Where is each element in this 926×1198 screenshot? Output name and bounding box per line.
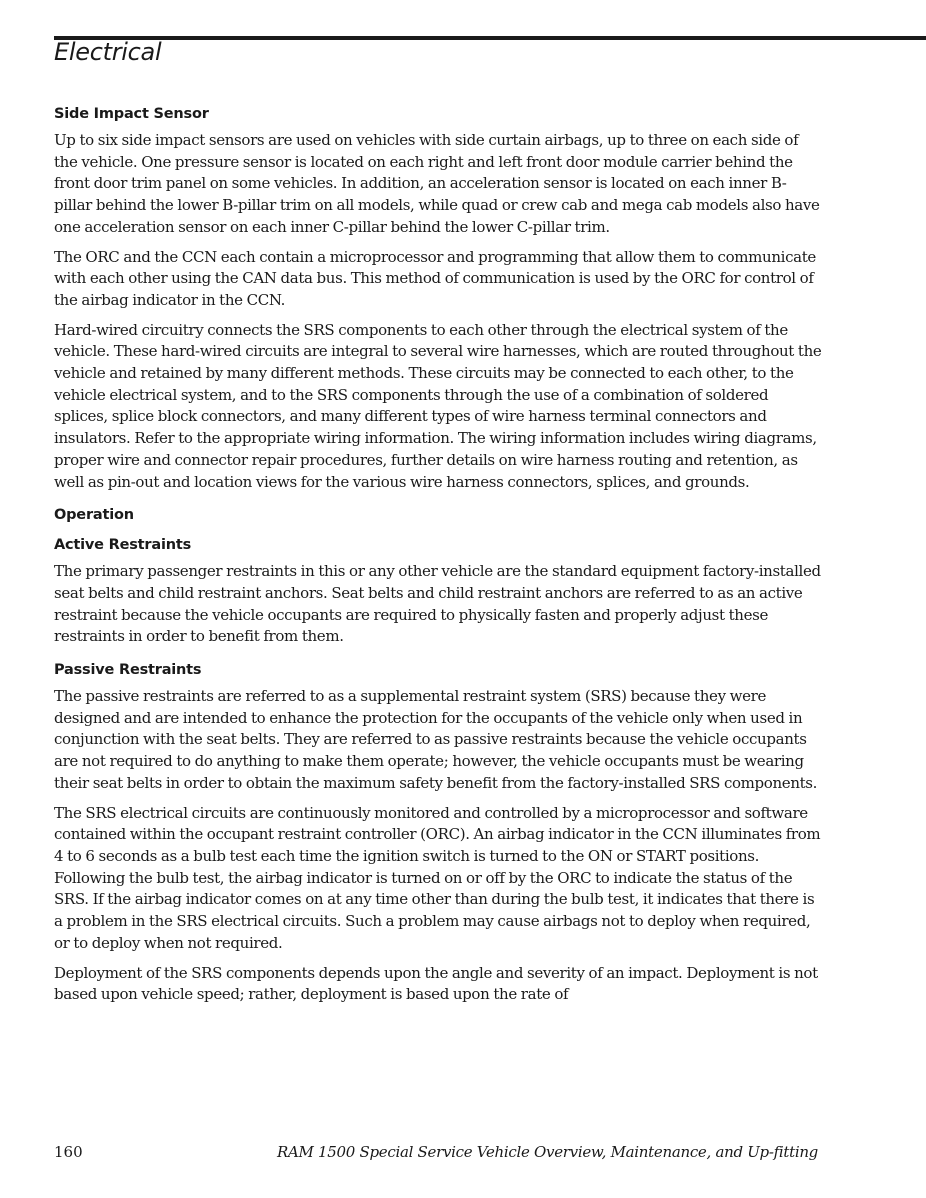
paragraph: The ORC and the CCN each contain a microprocessor and programming that allow them to communicate with each other using the CAN data bus. This method of communication is used by the ORC for control of the airbag indicator in the CCN.: [54, 247, 816, 309]
heading-active-restraints: Active Restraints: [54, 537, 192, 554]
page-number: 160: [54, 1143, 83, 1161]
paragraph: Deployment of the SRS components depends upon the angle and severity of an impact. Deployment is not based upon vehicle speed; rather, deployment is based upon the rate of: [54, 963, 818, 1004]
paragraph: The SRS electrical circuits are continuously monitored and controlled by a microprocessor and software contained within the occupant restraint controller (ORC). An airbag indicator in the CCN illuminates from 4 to 6 seconds as a bulb test each time the ignition switch is turned to the ON or START positions. Following the bulb test, the airbag indicator is turned on or off by the ORC to indicate the status of the SRS. If the airbag indicator comes on at any time other than during the bulb test, it indicates that there is a problem in the SRS electrical circuits. Such a problem may cause airbags not to deploy when required, or to deploy when not required.: [54, 803, 821, 952]
heading-passive-restraints: Passive Restraints: [54, 662, 202, 679]
page-body: [54, 106, 824, 1014]
document-title: RAM 1500 Special Service Vehicle Overview, Maintenance, and Up-fitting: [277, 1143, 818, 1161]
heading-operation: Operation: [54, 507, 134, 524]
header-rule: [54, 36, 926, 40]
section-title: Electrical: [54, 38, 162, 66]
paragraph: Up to six side impact sensors are used on vehicles with side curtain airbags, up to three on each side of the vehicle. One pressure sensor is located on each right and left front door module carrier behind the front door trim panel on some vehicles. In addition, an acceleration sensor is located on each inner B-pillar behind the lower B-pillar trim on all models, while quad or crew cab and mega cab models also have one acceleration sensor on each inner C-pillar behind the lower C-pillar trim.: [54, 131, 820, 236]
paragraph: The primary passenger restraints in this or any other vehicle are the standard equipment factory-installed seat belts and child restraint anchors. Seat belts and child restraint anchors are referred to as an active restraint because the vehicle occupants are required to physically fasten and properly adjust these restraints in order to benefit from them.: [54, 562, 821, 646]
paragraph: The passive restraints are referred to as a supplemental restraint system (SRS) because they were designed and are intended to enhance the protection for the occupants of the vehicle only when used in conjunction with the seat belts. They are referred to as passive restraints because the vehicle occupants are not required to do anything to make them operate; however, the vehicle occupants must be wearing their seat belts in order to obtain the maximum safety benefit from the factory-installed SRS components.: [54, 687, 818, 792]
heading-side-impact-sensor: Side Impact Sensor: [54, 106, 209, 122]
paragraph: Hard-wired circuitry connects the SRS components to each other through the electrical system of the vehicle. These hard-wired circuits are integral to several wire harnesses, which are routed throughout the vehicle and retained by many different methods. These circuits may be connected to each other, to the vehicle electrical system, and to the SRS components through the use of a combination of soldered splices, splice block connectors, and many different types of wire harness terminal connectors and insulators. Refer to the appropriate wiring information. The wiring information includes wiring diagrams, proper wire and connector repair procedures, further details on wire harness routing and retention, as well as pin-out and location views for the various wire harness connectors, splices, and grounds.: [54, 320, 822, 491]
